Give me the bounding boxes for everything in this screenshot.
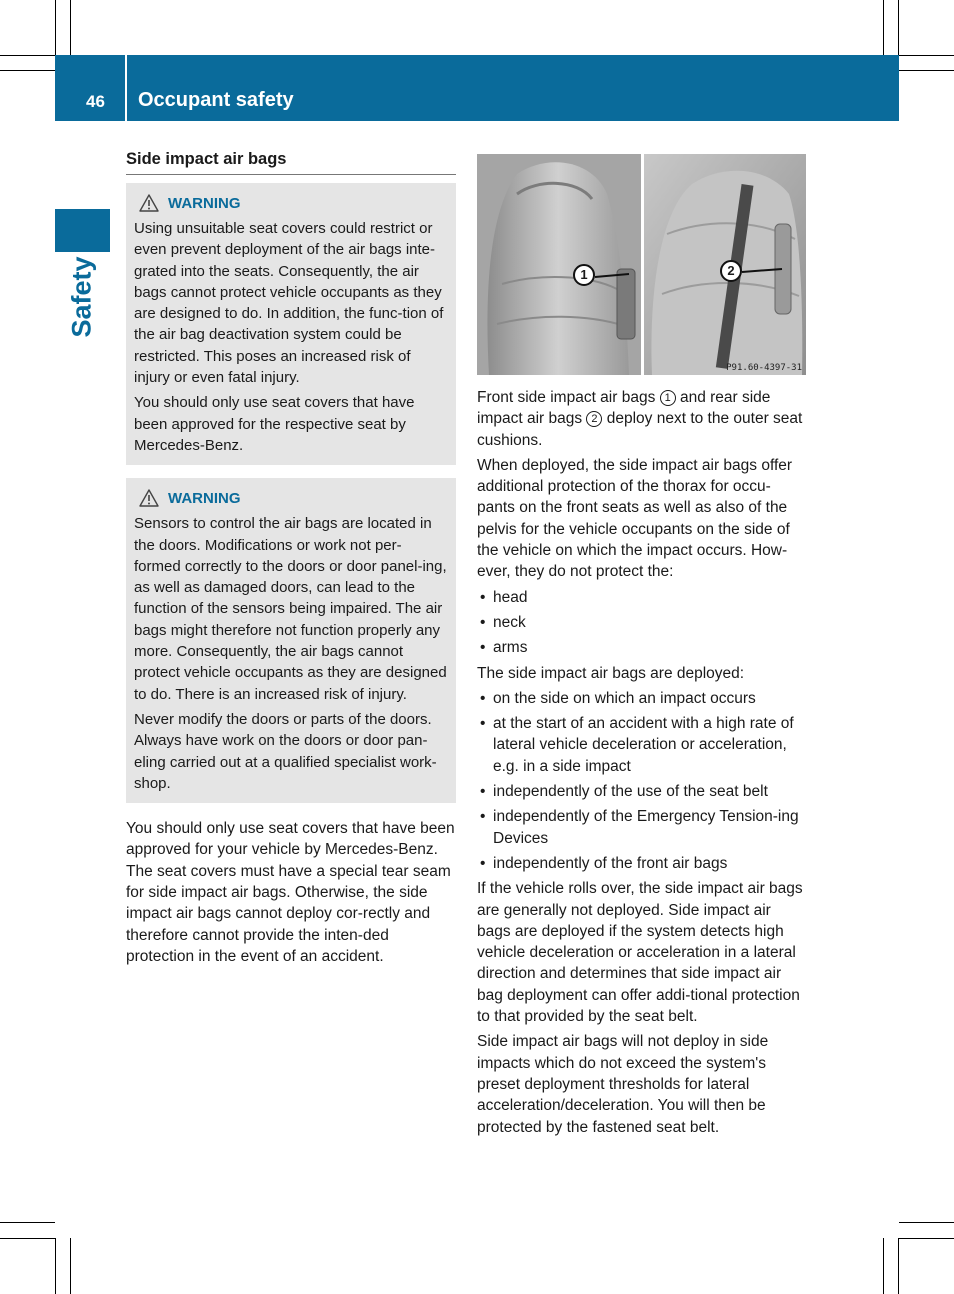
body-paragraph: The side impact air bags are deployed: (477, 664, 745, 682)
callout-ref-1: 1 (660, 390, 676, 406)
list-item: • at the start of an accident with a high rate of lateral vehicle deceleration or acceleration, e.g. in a side impact (477, 713, 807, 777)
warning-text: Using unsuitable seat covers could restrict or even prevent deployment of the air bags inte-grated into the seats. Consequently, the air bags cannot protect vehicle occupants as they are designed to do. In addition, the func-tion of the air bag deactivation system could be restricted. This poses an increased risk of injury or even fatal injury. (134, 220, 444, 387)
crop-mark (55, 0, 56, 55)
crop-mark (898, 1238, 899, 1294)
list-item: • head (477, 587, 807, 608)
right-column (477, 154, 807, 1142)
warning-label: WARNING (168, 194, 241, 212)
list-item: • neck (477, 612, 807, 633)
image-code: P91.60-4397-31 (726, 363, 802, 373)
warning-text: Sensors to control the air bags are located in the doors. Modifications or work not per-formed correctly to the doors or door panel-ing, as well as damaged doors, can lead to the function of the sensors being impaired. The air bags might therefore not function properly any more. Consequently, the air bags cannot protect vehicle occupants as they are designed to do. There is an increased risk of injury. (134, 515, 447, 703)
crop-mark (0, 70, 55, 71)
intro-text: and rear side impact air bags (477, 389, 771, 428)
list-item: • arms (477, 637, 807, 658)
warning-triangle-icon (139, 489, 159, 507)
warning-triangle-icon (139, 194, 159, 212)
warning-box (126, 478, 456, 803)
intro-text: Front side impact air bags (477, 389, 656, 406)
crop-mark (0, 1238, 55, 1239)
not-protected-list (477, 587, 807, 659)
crop-mark (899, 1238, 954, 1239)
warning-box (126, 183, 456, 465)
crop-mark (899, 1222, 954, 1223)
list-item: • independently of the use of the seat belt (477, 781, 807, 802)
seat-airbag-photo (477, 154, 806, 375)
warning-header (139, 489, 448, 507)
intro-paragraph (477, 387, 807, 451)
body-paragraph: If the vehicle rolls over, the side impact air bags are generally not deployed. Side impact air bags are deployed if the system detects high vehicle deceleration or acceleration in a lateral direction and determines that side impact air bag deployment can offer addi-tional protection to that provided by the seat belt. (477, 880, 803, 1026)
chapter-tab (55, 209, 110, 252)
list-item: • independently of the front air bags (477, 853, 807, 874)
crop-mark (883, 0, 884, 55)
list-item: • independently of the Emergency Tension-ing Devices (477, 806, 807, 849)
crop-mark (899, 70, 954, 71)
seat-illustration (477, 154, 806, 375)
crop-mark (70, 1238, 71, 1294)
crop-mark (883, 1238, 884, 1294)
chapter-label: Safety (66, 256, 97, 338)
header-divider (125, 55, 127, 121)
warning-text: Never modify the doors or parts of the doors. Always have work on the doors or door pan-eling carried out at a qualified specialist work-shop. (134, 710, 437, 792)
subheading: Side impact air bags (126, 150, 456, 175)
page-number: 46 (86, 92, 105, 111)
body-paragraph: Side impact air bags will not deploy in side impacts which do not exceed the system's preset deployment thresholds for lateral acceleration/deceleration. You will then be protected by the fastened seat belt. (477, 1033, 769, 1136)
crop-mark (0, 1222, 55, 1223)
body-paragraph: When deployed, the side impact air bags offer additional protection of the thorax for occu-pants on the front seats as well as also of the pelvis for the vehicle occupants on the side of the vehicle on which the impact occurs. How-ever, they do not protect the: (477, 456, 793, 581)
crop-mark (898, 0, 899, 55)
callout-ref-2: 2 (586, 411, 602, 427)
crop-mark (899, 55, 954, 56)
warning-label: WARNING (168, 489, 241, 507)
deploy-conditions-list (477, 688, 807, 874)
callout-1: 1 (573, 264, 595, 286)
intro-text: deploy next to the outer seat cushions. (477, 410, 803, 449)
warning-text: You should only use seat covers that have been approved for the respective seat by Mercedes-Benz. (134, 394, 415, 454)
warning-header (139, 194, 448, 212)
crop-mark (70, 0, 71, 55)
list-item: • on the side on which an impact occurs (477, 688, 807, 709)
left-column (126, 150, 456, 967)
crop-mark (0, 55, 55, 56)
crop-mark (55, 1238, 56, 1294)
section-title: Occupant safety (138, 89, 294, 111)
callout-2: 2 (720, 260, 742, 282)
body-paragraph: You should only use seat covers that have been approved for your vehicle by Mercedes-Benz. The seat covers must have a special tear seam for side impact air bags. Otherwise, the side impact air bags cannot deploy cor-rectly and therefore cannot provide the inten-ded protection in the event of an accident. (126, 820, 455, 965)
